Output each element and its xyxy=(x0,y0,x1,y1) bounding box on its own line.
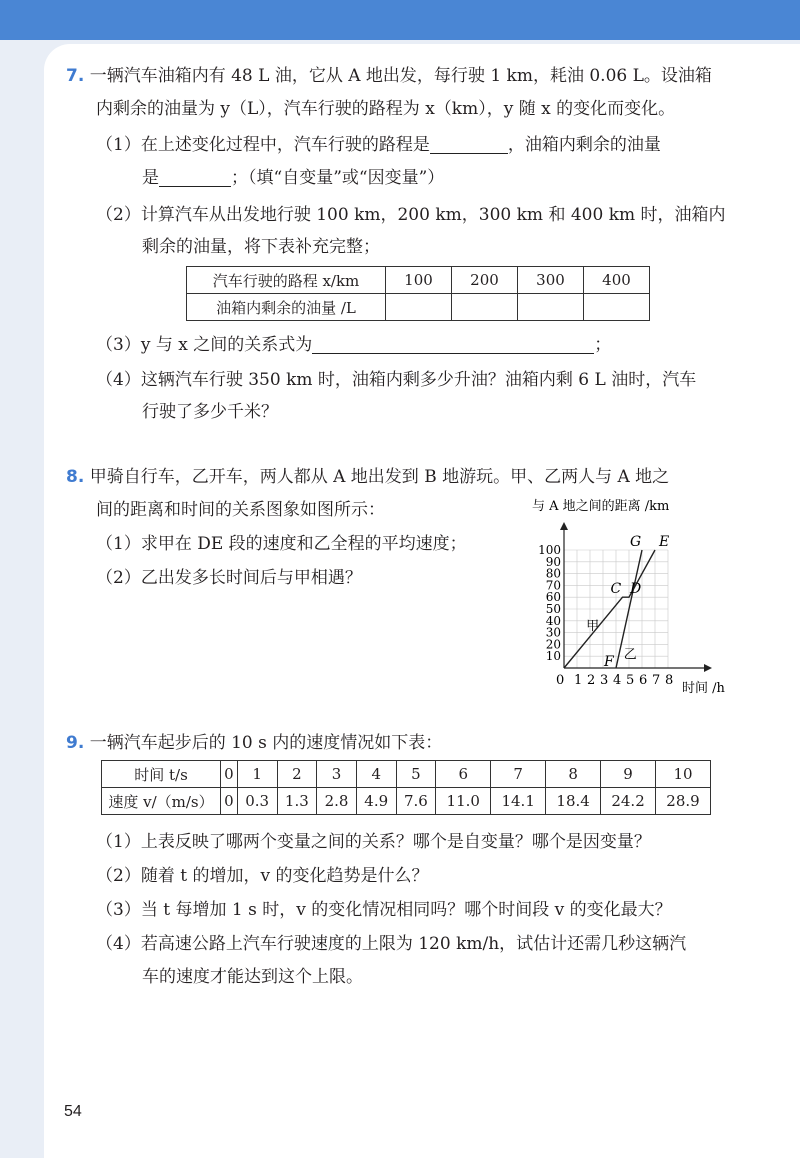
q7-table-empty-cell[interactable] xyxy=(584,294,650,321)
q8-sub2: （2）乙出发多长时间后与甲相遇？ xyxy=(96,568,362,588)
q7-sub3-text-a: （3）y 与 x 之间的关系式为 xyxy=(96,335,313,355)
q9-number: 9. xyxy=(66,733,85,753)
q9-table-header-speed: 速度 v/（m/s） xyxy=(102,788,221,815)
q9-table-speed-cell: 18.4 xyxy=(546,788,601,815)
y-tick-label: 40 xyxy=(545,613,561,628)
q7-sub4-cont: 行驶了多少千米？ xyxy=(142,402,278,422)
y-tick-label: 100 xyxy=(538,543,561,557)
q7-sub1 xyxy=(96,133,661,157)
q9-table-speed-cell: 0.3 xyxy=(237,788,277,815)
table-row xyxy=(187,294,650,321)
q9-table-speed-cell: 4.9 xyxy=(356,788,396,815)
q9-stem-1: 一辆汽车起步后的 10 s 内的速度情况如下表： xyxy=(89,733,443,753)
x-axis-arrow xyxy=(704,664,712,672)
q9-table-time-cell: 10 xyxy=(656,761,711,788)
q9-table-speed-cell: 1.3 xyxy=(277,788,317,815)
q9-line-1 xyxy=(66,731,442,755)
y-tick-label: 50 xyxy=(545,602,561,616)
q9-table-speed-cell: 7.6 xyxy=(396,788,436,815)
q9-table-time-cell: 3 xyxy=(317,761,357,788)
q7-table-empty-cell[interactable] xyxy=(518,294,584,321)
q9-table-time-cell: 2 xyxy=(277,761,317,788)
q9-table-speed-cell: 24.2 xyxy=(601,788,656,815)
q9-table-time-cell: 9 xyxy=(601,761,656,788)
q8-distance-time-chart xyxy=(520,490,760,700)
table-row xyxy=(102,761,711,788)
q7-blank-2[interactable] xyxy=(159,168,231,187)
point-label-D: D xyxy=(630,581,642,598)
y-tick-label: 80 xyxy=(545,566,561,581)
q9-table-time-cell: 7 xyxy=(491,761,546,788)
q9-sub4: （4）若高速公路上汽车行驶速度的上限为 120 km/h，试估计还需几秒这辆汽 xyxy=(96,934,687,954)
chart-x-axis-label: 时间 /h xyxy=(682,681,725,696)
q7-number: 7. xyxy=(66,66,85,86)
q7-table-col-100: 100 xyxy=(386,267,452,294)
q9-table-time-cell: 8 xyxy=(546,761,601,788)
q9-table-speed-cell: 28.9 xyxy=(656,788,711,815)
x-tick-label: 2 xyxy=(587,673,596,688)
point-label-F: F xyxy=(604,654,614,670)
point-label-G: G xyxy=(630,534,642,550)
y-tick-label: 20 xyxy=(545,637,561,652)
q7-sub1-text-b: ，油箱内剩余的油量 xyxy=(507,135,661,155)
series-label-乙: 乙 xyxy=(623,647,637,663)
series-label-甲: 甲 xyxy=(586,619,600,635)
q9-table-speed-cell: 14.1 xyxy=(491,788,546,815)
q9-table-time-cell: 6 xyxy=(436,761,491,788)
q7-table-header-distance: 汽车行驶的路程 x/km xyxy=(187,267,386,294)
q8-sub1: （1）求甲在 DE 段的速度和乙全程的平均速度； xyxy=(96,534,467,554)
chart-y-axis-label: 与 A 地之间的距离 /km xyxy=(532,499,670,514)
table-row xyxy=(102,788,711,815)
x-tick-label: 6 xyxy=(639,673,648,688)
q9-table-time-cell: 5 xyxy=(396,761,436,788)
x-tick-label: 3 xyxy=(600,673,609,688)
q9-table-time-cell: 4 xyxy=(356,761,396,788)
q9-table-header-time: 时间 t/s xyxy=(102,761,221,788)
q7-stem-1: 一辆汽车油箱内有 48 L 油，它从 A 地出发，每行驶 1 km，耗油 0.06 L。设油箱 xyxy=(89,66,712,86)
q9-sub1: （1）上表反映了哪两个变量之间的关系？哪个是自变量？哪个是因变量？ xyxy=(96,832,651,852)
q9-table-speed-cell: 0 xyxy=(221,788,238,815)
chart-grid xyxy=(564,550,668,668)
q7-table-col-400: 400 xyxy=(584,267,650,294)
q8-number: 8. xyxy=(66,467,85,487)
q8-stem-1: 甲骑自行车，乙开车，两人都从 A 地出发到 B 地游玩。甲、乙两人与 A 地之 xyxy=(89,467,670,487)
x-tick-label: 5 xyxy=(626,673,635,688)
q7-table-empty-cell[interactable] xyxy=(386,294,452,321)
x-tick-label: 7 xyxy=(652,673,661,688)
table-row xyxy=(187,267,650,294)
q9-sub2: （2）随着 t 的增加，v 的变化趋势是什么？ xyxy=(96,866,429,886)
q7-sub1-text-d: ；（填“自变量”或“因变量”） xyxy=(231,168,445,188)
q7-table xyxy=(186,266,650,321)
point-label-C: C xyxy=(610,581,622,598)
q9-table xyxy=(101,760,711,815)
q7-sub2-cont: 剩余的油量，将下表补充完整； xyxy=(142,237,380,257)
q7-sub1-text-a: （1）在上述变化过程中，汽车行驶的路程是 xyxy=(96,135,430,155)
q8-stem-2: 间的距离和时间的关系图象如图所示： xyxy=(96,500,385,520)
y-axis-arrow xyxy=(560,522,568,530)
y-tick-label: 30 xyxy=(545,625,561,640)
q7-table-col-300: 300 xyxy=(518,267,584,294)
y-tick-label: 90 xyxy=(545,554,561,569)
x-tick-label: 4 xyxy=(613,673,622,688)
q9-table-speed-cell: 2.8 xyxy=(317,788,357,815)
x-tick-label: 0 xyxy=(556,673,565,688)
q9-table-speed-cell: 11.0 xyxy=(436,788,491,815)
q7-sub4: （4）这辆汽车行驶 350 km 时，油箱内剩多少升油？油箱内剩 6 L 油时，汽车 xyxy=(96,370,697,390)
q7-table-col-200: 200 xyxy=(452,267,518,294)
q9-sub3: （3）当 t 每增加 1 s 时，v 的变化情况相同吗？哪个时间段 v 的变化最大？ xyxy=(96,900,672,920)
y-tick-label: 10 xyxy=(545,649,561,664)
q7-sub2: （2）计算汽车从出发地行驶 100 km，200 km，300 km 和 400 km 时，油箱内 xyxy=(96,205,726,225)
x-tick-label: 8 xyxy=(665,673,674,688)
y-tick-label: 70 xyxy=(545,578,561,593)
q7-table-empty-cell[interactable] xyxy=(452,294,518,321)
x-tick-label: 1 xyxy=(574,673,583,688)
q7-sub1-text-c: 是 xyxy=(142,168,159,188)
q7-line-1 xyxy=(66,64,712,88)
q9-table-time-cell: 1 xyxy=(237,761,277,788)
point-label-E: E xyxy=(659,534,670,550)
q8-line-1 xyxy=(66,465,669,489)
q9-table-time-cell: 0 xyxy=(221,761,238,788)
y-tick-label: 60 xyxy=(545,590,561,605)
page-number: 54 xyxy=(64,1103,82,1120)
q7-sub3 xyxy=(96,333,611,357)
q7-sub3-text-b: ； xyxy=(594,335,612,355)
q7-blank-3[interactable] xyxy=(312,335,594,354)
q7-blank-1[interactable] xyxy=(430,135,508,154)
q7-sub1-cont xyxy=(142,166,444,190)
q9-sub4-cont: 车的速度才能达到这个上限。 xyxy=(142,967,363,987)
q7-table-header-oil: 油箱内剩余的油量 /L xyxy=(187,294,386,321)
q7-stem-2: 内剩余的油量为 y（L），汽车行驶的路程为 x（km），y 随 x 的变化而变化。 xyxy=(96,99,676,119)
